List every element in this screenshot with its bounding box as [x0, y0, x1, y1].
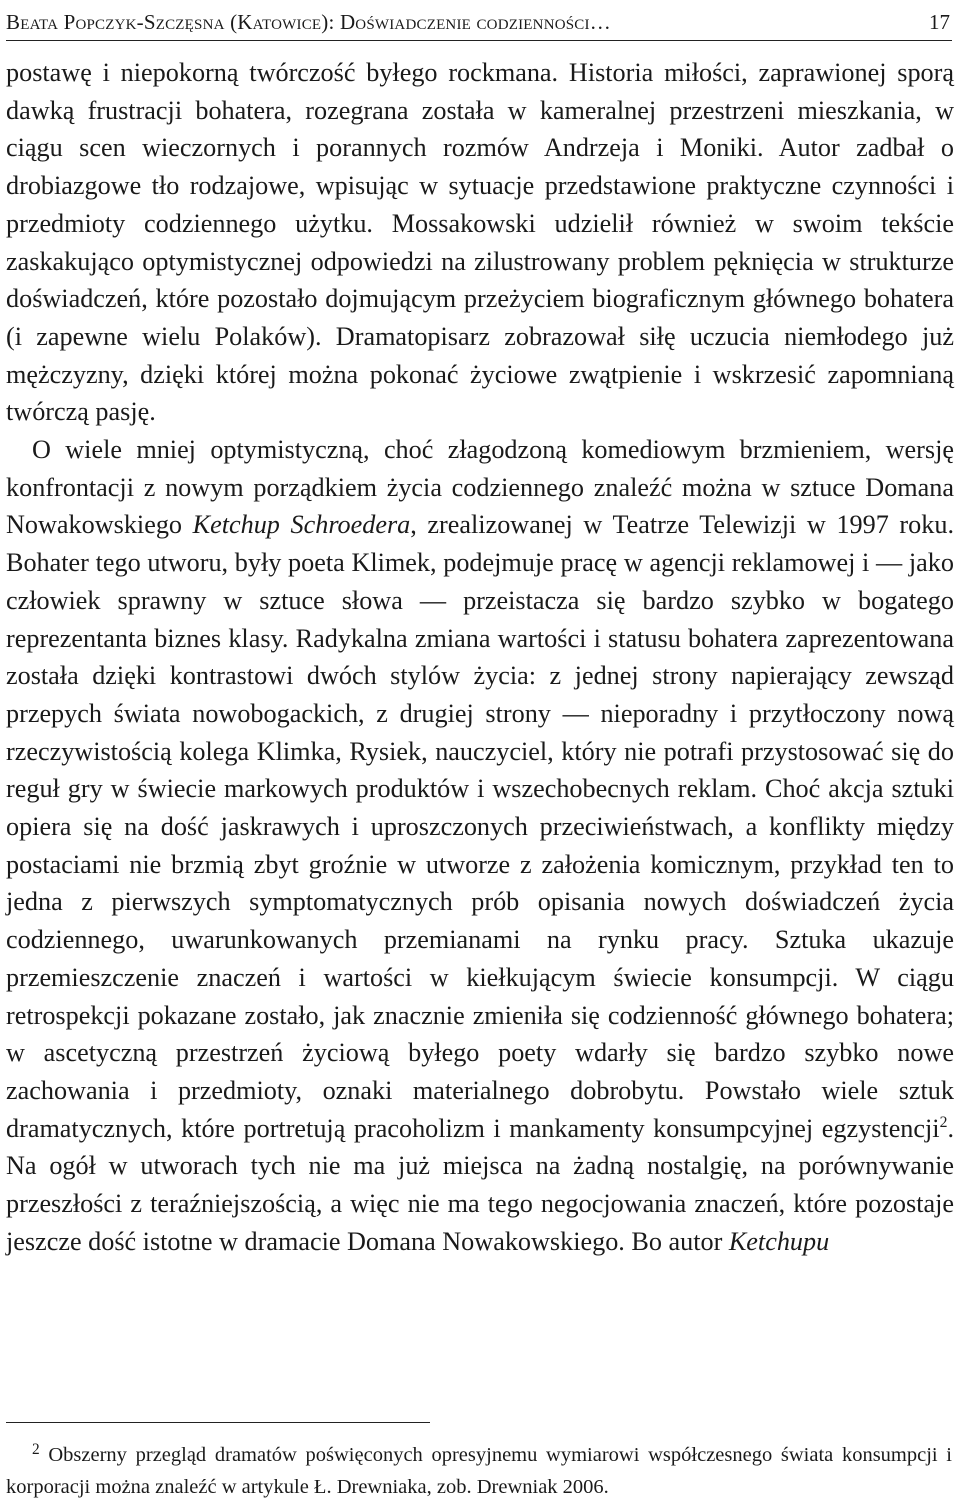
play-title-genitive: Ketchupu — [728, 1226, 830, 1256]
footnote-text: Obszerny przegląd dramatów poświęconych opresyjnemu wymiarowi współczesnego świata konsumpcji i korporacji można znaleźć w artykule Ł. Drewniaka, zob. Drewniak 2006. — [6, 1444, 952, 1498]
main-text — [6, 54, 954, 1261]
running-header — [6, 5, 950, 39]
footnote-reference[interactable]: 2 — [939, 1113, 948, 1131]
paragraph-2-text-b: , zrealizowanej w Teatrze Telewizji w 1997 roku. Bohater tego utworu, były poeta Klimek, podejmuje pracę w agencji reklamowej i — jako człowiek sprawny w sztuce słowa — przeistacza się bardzo szybko w bogatego reprezentanta biznes klasy. Radykalna zmiana wartości i statusu bohatera zaprezentowana została dzięki kontrastowi dwóch stylów życia: z jednej strony napierający zewsząd przepych świata nowobogackich, z drugiej strony — nieporadny i przytłoczony nową rzeczywistością kolega Klimka, Rysiek, nauczyciel, który nie potrafi przystosować się do reguł gry w świecie markowych produktów i wszechobecnych reklam. Choć akcja sztuki opiera się na dość jaskrawych i uproszczonych przeciwieństwach, a konflikty między postaciami nie brzmią zbyt groźnie w utworze z założenia komicznym, przykład ten to jedna z pierwszych symptomatycznych prób opisania nowych doświadczeń życia codziennego, uwarunkowanych przemianami na rynku pracy. Sztuka ukazuje przemieszczenie znaczeń i wartości w kiełkującym świecie konsumpcji. W ciągu retrospekcji pokazane zostało, jak znacznie zmieniła się codzienność głównego bohatera; w ascetyczną przestrzeń życiową byłego poety wdarły się bardzo szybko nowe zachowania i przedmioty, oznaki materialnego dobrobytu. Powstało wiele sztuk dramatycznych, które portretują pracoholizm i mankamenty konsumpcyjnej egzystencji — [6, 510, 954, 1143]
paragraph-2 — [6, 431, 954, 1260]
paragraph-2-text-c: . Na ogół w utworach tych nie ma już miejsca na żadną nostalgię, na porównywanie przeszłości z teraźniejszością, a więc nie ma tego negocjowania znaczeń, które pozostaje jeszcze dość istotne w dramacie Domana Nowakowskiego. Bo autor — [6, 1113, 954, 1256]
play-title: Ketchup Schroedera — [192, 510, 411, 540]
paragraph-2-text-a: O wiele mniej optymistyczną, choć złagodzoną komediowym brzmieniem, wersję konfrontacji z nowym porządkiem życia codziennego znaleźć można w sztuce Domana Nowakowskiego — [6, 435, 954, 540]
header-rule — [6, 40, 952, 41]
footnote — [6, 1439, 952, 1503]
paragraph-1: postawę i niepokorną twórczość byłego rockmana. Historia miłości, zaprawionej sporą dawką frustracji bohatera, rozegrana została w kameralnej przestrzeni mieszkania, w ciągu scen wieczornych i porannych rozmów Andrzeja i Moniki. Autor zadbał o drobiazgowe tło rodzajowe, wpisując w sytuacje przedstawione praktyczne czynności i przedmioty codziennego użytku. Mossakowski udzielił również w swoim tekście zaskakująco optymistycznej odpowiedzi na zilustrowany problem pęknięcia w strukturze doświadczeń, które pozostało dojmującym przeżyciem biograficznym głównego bohatera (i zapewne wielu Polaków). Dramatopisarz zobrazował siłę uczucia niemłodego już mężczyzny, dzięki której można pokonać życiowe zwątpienie i wskrzesić zapomnianą twórczą pasję. — [6, 58, 954, 427]
footnote-number: 2 — [32, 1441, 40, 1459]
footnote-separator — [6, 1422, 430, 1423]
page-number: 17 — [929, 10, 950, 34]
running-header-title: Beata Popczyk-Szczęsna (Katowice): Doświadczenie codzienności… — [6, 10, 611, 34]
